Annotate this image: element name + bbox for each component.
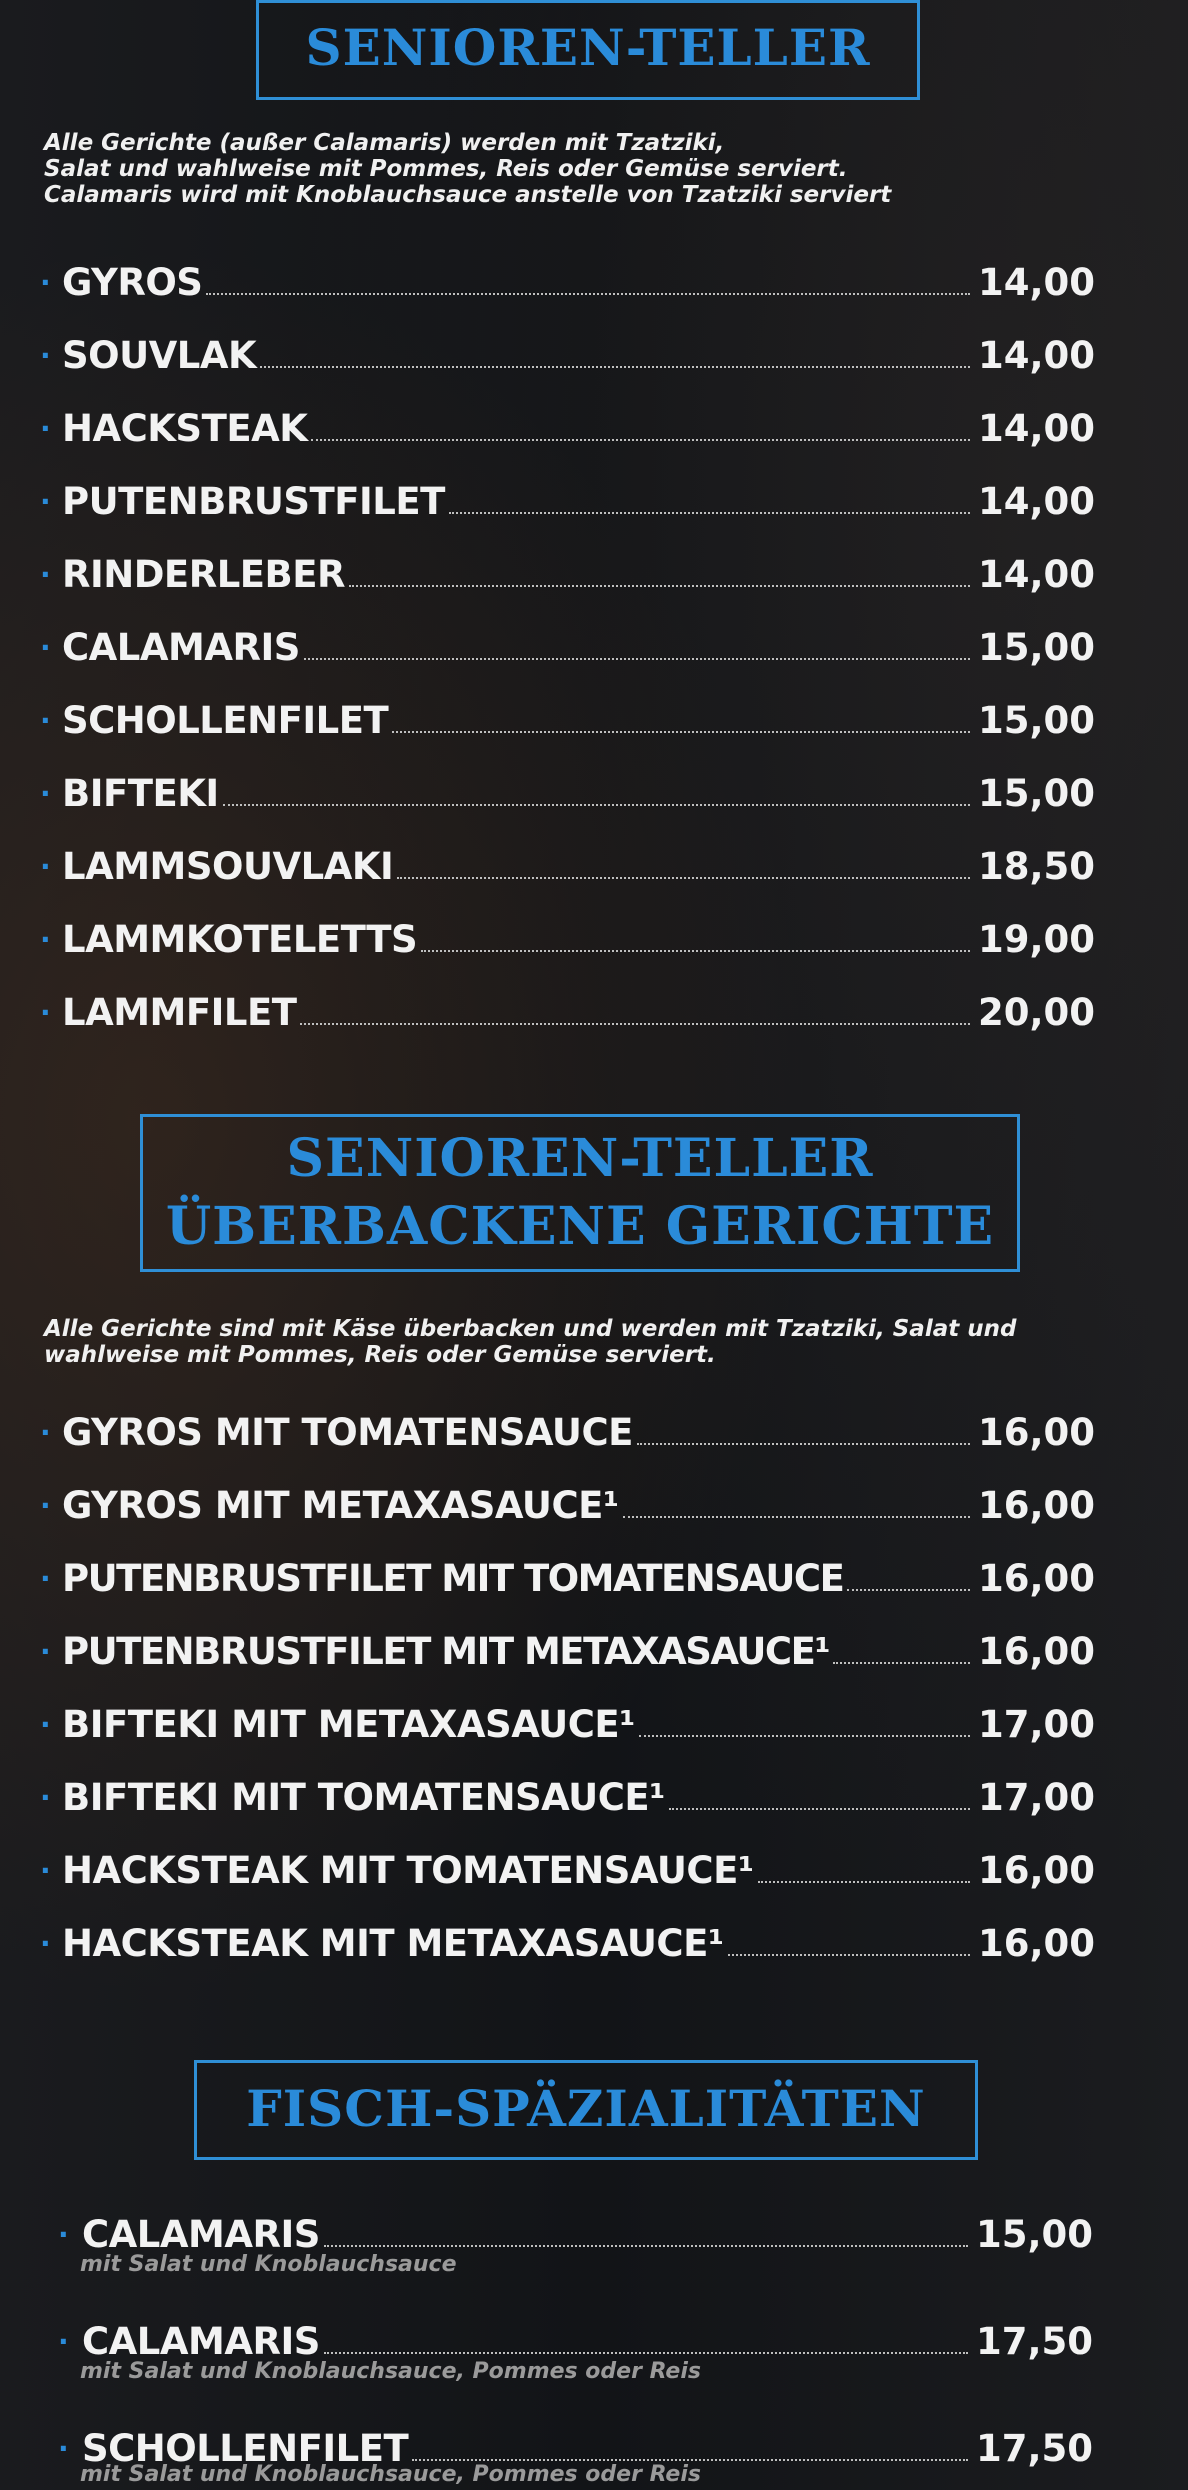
dot-leader <box>223 804 970 806</box>
bullet: · <box>40 485 51 518</box>
item-price: 16,00 <box>977 1411 1095 1454</box>
item-name: SCHOLLENFILET <box>62 699 389 742</box>
bullet: · <box>40 558 51 591</box>
menu-item <box>40 619 1095 669</box>
item-name: BIFTEKI <box>62 772 219 815</box>
dot-leader <box>412 2459 968 2461</box>
dot-leader <box>311 439 970 441</box>
item-price: 14,00 <box>977 407 1095 450</box>
dot-leader <box>637 1443 970 1445</box>
item-name: GYROS MIT METAXASAUCE¹ <box>62 1484 619 1527</box>
bullet: · <box>58 2218 69 2251</box>
bullet: · <box>40 1562 51 1595</box>
menu-item <box>58 2313 1093 2363</box>
menu-item <box>40 400 1095 450</box>
section-title-line-2: ÜBERBACKENE GERICHTE <box>165 1196 995 1257</box>
item-description: mit Salat und Knoblauchsauce, Pommes oder Reis <box>80 2462 701 2487</box>
bullet: · <box>40 1927 51 1960</box>
note-line: Salat und wahlweise mit Pommes, Reis oder Gemüse serviert. <box>44 156 848 182</box>
item-price: 16,00 <box>977 1849 1095 1892</box>
menu-item <box>40 911 1095 961</box>
section-note <box>44 1316 1016 1368</box>
item-name: HACKSTEAK <box>62 407 308 450</box>
dot-leader <box>421 950 970 952</box>
dot-leader <box>639 1735 970 1737</box>
item-name: LAMMSOUVLAKI <box>62 845 394 888</box>
item-price: 14,00 <box>977 334 1095 377</box>
item-price: 15,00 <box>977 772 1095 815</box>
menu-item <box>40 1696 1095 1746</box>
note-line: Calamaris wird mit Knoblauchsauce anstelle von Tzatziki serviert <box>44 182 892 208</box>
menu-item <box>40 1769 1095 1819</box>
menu-item <box>40 473 1095 523</box>
item-price: 14,00 <box>977 261 1095 304</box>
menu-item <box>40 1915 1095 1965</box>
dot-leader <box>349 585 970 587</box>
bullet: · <box>40 996 51 1029</box>
bullet: · <box>40 1489 51 1522</box>
item-name: PUTENBRUSTFILET MIT METAXASAUCE¹ <box>62 1630 830 1673</box>
item-price: 17,50 <box>975 2427 1093 2470</box>
section-title-senioren-teller <box>256 0 920 100</box>
item-description: mit Salat und Knoblauchsauce <box>80 2252 457 2277</box>
bullet: · <box>40 923 51 956</box>
section-title-text: FISCH-SPÄZIALITÄTEN <box>246 2079 926 2138</box>
dot-leader <box>260 366 970 368</box>
bullet: · <box>40 412 51 445</box>
item-price: 17,50 <box>975 2320 1093 2363</box>
item-price: 16,00 <box>977 1557 1095 1600</box>
bullet: · <box>40 704 51 737</box>
item-description: mit Salat und Knoblauchsauce, Pommes oder Reis <box>80 2359 701 2384</box>
dot-leader <box>392 731 970 733</box>
item-name: HACKSTEAK MIT TOMATENSAUCE¹ <box>62 1849 754 1892</box>
section-title-fisch-spezialitaeten <box>194 2060 978 2160</box>
menu-item <box>40 1623 1095 1673</box>
menu-item <box>40 327 1095 377</box>
menu-item <box>40 838 1095 888</box>
item-price: 17,00 <box>977 1703 1095 1746</box>
dot-leader <box>728 1954 970 1956</box>
item-price: 18,50 <box>977 845 1095 888</box>
item-name: BIFTEKI MIT METAXASAUCE¹ <box>62 1703 635 1746</box>
menu-item <box>40 1842 1095 1892</box>
item-price: 15,00 <box>977 626 1095 669</box>
dot-leader <box>847 1589 970 1591</box>
item-name: RINDERLEBER <box>62 553 346 596</box>
note-line: Alle Gerichte (außer Calamaris) werden mit Tzatziki, <box>44 130 725 156</box>
section-title-ueberbackene-gerichte <box>140 1114 1020 1272</box>
menu-item <box>40 254 1095 304</box>
bullet: · <box>40 1854 51 1887</box>
dot-leader <box>324 2352 968 2354</box>
menu-item <box>40 1404 1095 1454</box>
item-name: PUTENBRUSTFILET MIT TOMATENSAUCE <box>62 1557 844 1600</box>
menu-item <box>40 1477 1095 1527</box>
bullet: · <box>40 777 51 810</box>
item-price: 15,00 <box>977 699 1095 742</box>
item-price: 20,00 <box>977 991 1095 1034</box>
bullet: · <box>40 1416 51 1449</box>
bullet: · <box>40 631 51 664</box>
item-price: 16,00 <box>977 1922 1095 1965</box>
dot-leader <box>623 1516 970 1518</box>
item-name: LAMMFILET <box>62 991 297 1034</box>
item-name: GYROS <box>62 261 203 304</box>
menu-item <box>40 984 1095 1034</box>
dot-leader <box>206 293 970 295</box>
dot-leader <box>833 1662 970 1664</box>
item-price: 16,00 <box>977 1484 1095 1527</box>
menu-item <box>58 2206 1093 2256</box>
section-note <box>44 130 891 208</box>
item-price: 19,00 <box>977 918 1095 961</box>
section-title-line-1: SENIOREN-TELLER <box>286 1128 874 1189</box>
item-name: BIFTEKI MIT TOMATENSAUCE¹ <box>62 1776 665 1819</box>
bullet: · <box>40 1635 51 1668</box>
bullet: · <box>40 1781 51 1814</box>
item-price: 14,00 <box>977 553 1095 596</box>
note-line: Alle Gerichte sind mit Käse überbacken und werden mit Tzatziki, Salat und <box>44 1316 1017 1342</box>
menu-item <box>40 692 1095 742</box>
section-title-text: SENIOREN-TELLER <box>305 18 871 77</box>
menu-item <box>40 546 1095 596</box>
item-name: LAMMKOTELETTS <box>62 918 418 961</box>
item-price: 16,00 <box>977 1630 1095 1673</box>
dot-leader <box>300 1023 969 1025</box>
bullet: · <box>40 850 51 883</box>
dot-leader <box>449 512 970 514</box>
note-line: wahlweise mit Pommes, Reis oder Gemüse serviert. <box>44 1342 716 1368</box>
item-name: CALAMARIS <box>62 626 300 669</box>
item-name: SCHOLLENFILET <box>82 2427 409 2470</box>
item-price: 15,00 <box>975 2213 1093 2256</box>
dot-leader <box>304 658 970 660</box>
dot-leader <box>324 2245 968 2247</box>
item-name: HACKSTEAK MIT METAXASAUCE¹ <box>62 1922 724 1965</box>
item-name: CALAMARIS <box>82 2213 320 2256</box>
item-name: SOUVLAK <box>62 334 257 377</box>
item-name: GYROS MIT TOMATENSAUCE <box>62 1411 633 1454</box>
menu-item <box>40 1550 1095 1600</box>
dot-leader <box>669 1808 970 1810</box>
dot-leader <box>397 877 970 879</box>
dot-leader <box>758 1881 970 1883</box>
bullet: · <box>40 266 51 299</box>
bullet: · <box>58 2432 69 2465</box>
item-name: PUTENBRUSTFILET <box>62 480 445 523</box>
bullet: · <box>58 2325 69 2358</box>
bullet: · <box>40 1708 51 1741</box>
item-price: 17,00 <box>977 1776 1095 1819</box>
item-name: CALAMARIS <box>82 2320 320 2363</box>
bullet: · <box>40 339 51 372</box>
menu-item <box>40 765 1095 815</box>
item-price: 14,00 <box>977 480 1095 523</box>
